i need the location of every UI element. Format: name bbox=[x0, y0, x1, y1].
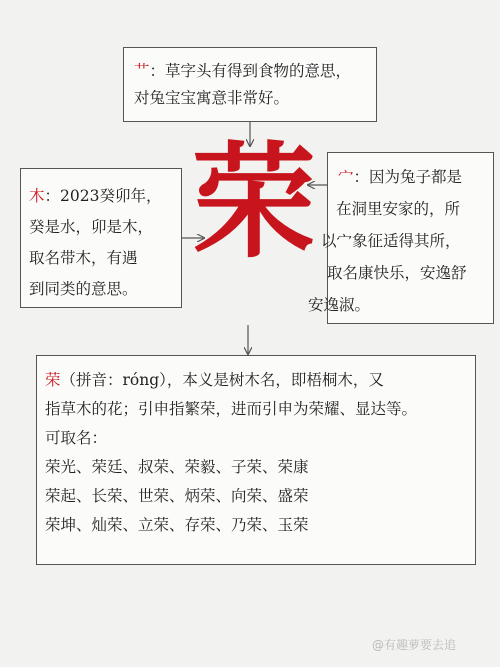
roof-radical-char: 宀 bbox=[338, 168, 354, 186]
meaning-and-names-box bbox=[36, 355, 476, 565]
wood-radical-line4: 到同类的意思。 bbox=[29, 280, 138, 298]
wood-radical-line1: 木：2023癸卯年， bbox=[29, 187, 162, 205]
names-row-1: 荣光、荣廷、叔荣、荣毅、子荣、荣康 bbox=[45, 458, 309, 476]
meaning-char: 荣 bbox=[45, 371, 61, 389]
grass-radical-box bbox=[123, 47, 377, 122]
grass-radical-line2: 对兔宝宝寓意非常好。 bbox=[134, 89, 290, 107]
grass-radical-line1: 艹：草字头有得到食物的意思， bbox=[134, 62, 352, 80]
wood-radical-line2: 癸是水，卯是木， bbox=[29, 218, 154, 236]
roof-radical-line4: 取名康快乐，安逸舒 bbox=[327, 264, 467, 282]
wood-radical-box bbox=[20, 168, 182, 308]
roof-radical-line1: 宀：因为兔子都是 bbox=[338, 168, 463, 186]
roof-radical-box bbox=[308, 152, 494, 324]
roof-radical-line3: 以宀象征适得其所， bbox=[321, 232, 461, 250]
roof-radical-line5: 安逸淑。 bbox=[308, 296, 371, 314]
names-row-3: 荣坤、灿荣、立荣、存荣、乃荣、玉荣 bbox=[45, 516, 309, 534]
roof-radical-line2: 在洞里安家的，所 bbox=[336, 200, 461, 218]
wood-radical-line3: 取名带木，有遇 bbox=[29, 249, 138, 267]
meaning-line1: 荣（拼音：róng），本义是树木名，即梧桐木，又 bbox=[45, 371, 384, 389]
watermark: @有趣萝要去追 bbox=[372, 638, 457, 652]
names-heading: 可取名： bbox=[45, 429, 108, 447]
center-character: 荣 bbox=[191, 131, 316, 275]
grass-radical-char: 艹 bbox=[134, 62, 150, 80]
wood-radical-char: 木 bbox=[29, 187, 45, 205]
meaning-line2: 指草木的花；引申指繁荣，进而引申为荣耀、显达等。 bbox=[45, 400, 418, 418]
names-row-2: 荣起、长荣、世荣、炳荣、向荣、盛荣 bbox=[45, 487, 309, 505]
